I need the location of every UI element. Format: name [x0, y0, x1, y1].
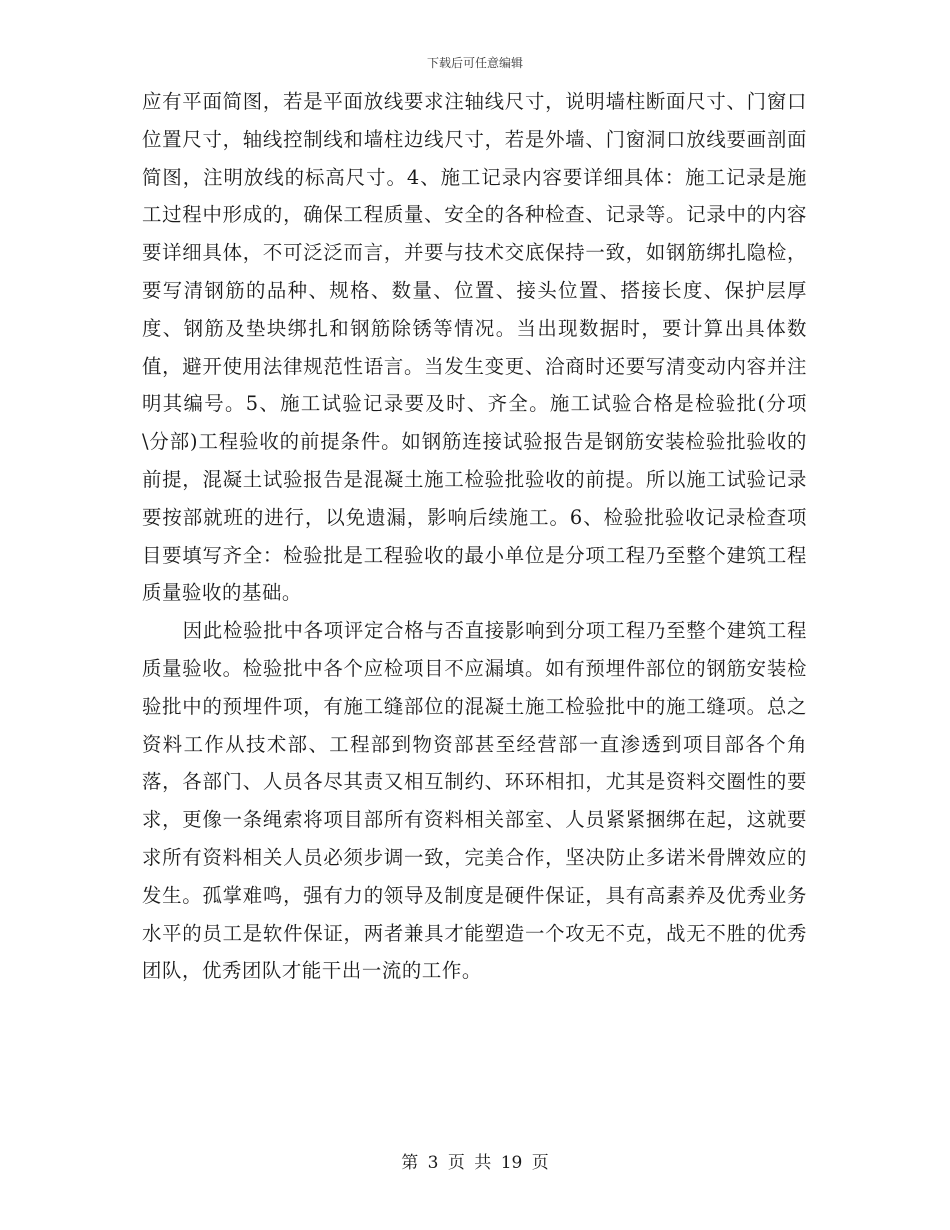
paragraph-continued: 应有平面简图，若是平面放线要求注轴线尺寸，说明墙柱断面尺寸、门窗口位置尺寸，轴线控制线和墙柱边线尺寸，若是外墙、门窗洞口放线要画剖面简图，注明放线的标高尺寸。4、施工记录内容要详细具体：施工记录是施工过程中形成的，确保工程质量、安全的各种检查、记录等。记录中的内容要详细具体，不可泛泛而言，并要与技术交底保持一致，如钢筋绑扎隐检，要写清钢筋的品种、规格、数量、位置、接头位置、搭接长度、保护层厚度、钢筋及垫块绑扎和钢筋除锈等情况。当出现数据时，要计算出具体数值，避开使用法律规范性语言。当发生变更、洽商时还要写清变动内容并注明其编号。5、施工试验记录要及时、齐全。施工试验合格是检验批(分项\分部)工程验收的前提条件。如钢筋连接试验报告是钢筋安装检验批验收的前提，混凝土试验报告是混凝土施工检验批验收的前提。所以施工试验记录要按部就班的进行，以免遗漏，影响后续施工。6、检验批验收记录检查项目要填写齐全：检验批是工程验收的最小单位是分项工程乃至整个建筑工程质量验收的基础。: [142, 90, 807, 605]
paragraph-conclusion: 因此检验批中各项评定合格与否直接影响到分项工程乃至整个建筑工程质量验收。检验批中各个应检项目不应漏填。如有预埋件部位的钢筋安装检验批中的预埋件项，有施工缝部位的混凝土施工检验批中的施工缝项。总之资料工作从技术部、工程部到物资部甚至经营部一直渗透到项目部各个角落，各部门、人员各尽其责又相互制约、环环相扣，尤其是资料交圈性的要求，更像一条绳索将项目部所有资料相关部室、人员紧紧捆绑在起，这就要求所有资料相关人员必须步调一致，完美合作，坚决防止多诺米骨牌效应的发生。孤掌难鸣，强有力的领导及制度是硬件保证，具有高素养及优秀业务水平的员工是软件保证，两者兼具才能塑造一个攻无不克，战无不胜的优秀团队，优秀团队才能干出一流的工作。: [142, 619, 807, 983]
page-number-footer: 第 3 页 共 19 页: [401, 1153, 549, 1173]
document-body: [142, 83, 807, 990]
page-header-note: 下载后可任意编辑: [426, 56, 523, 70]
